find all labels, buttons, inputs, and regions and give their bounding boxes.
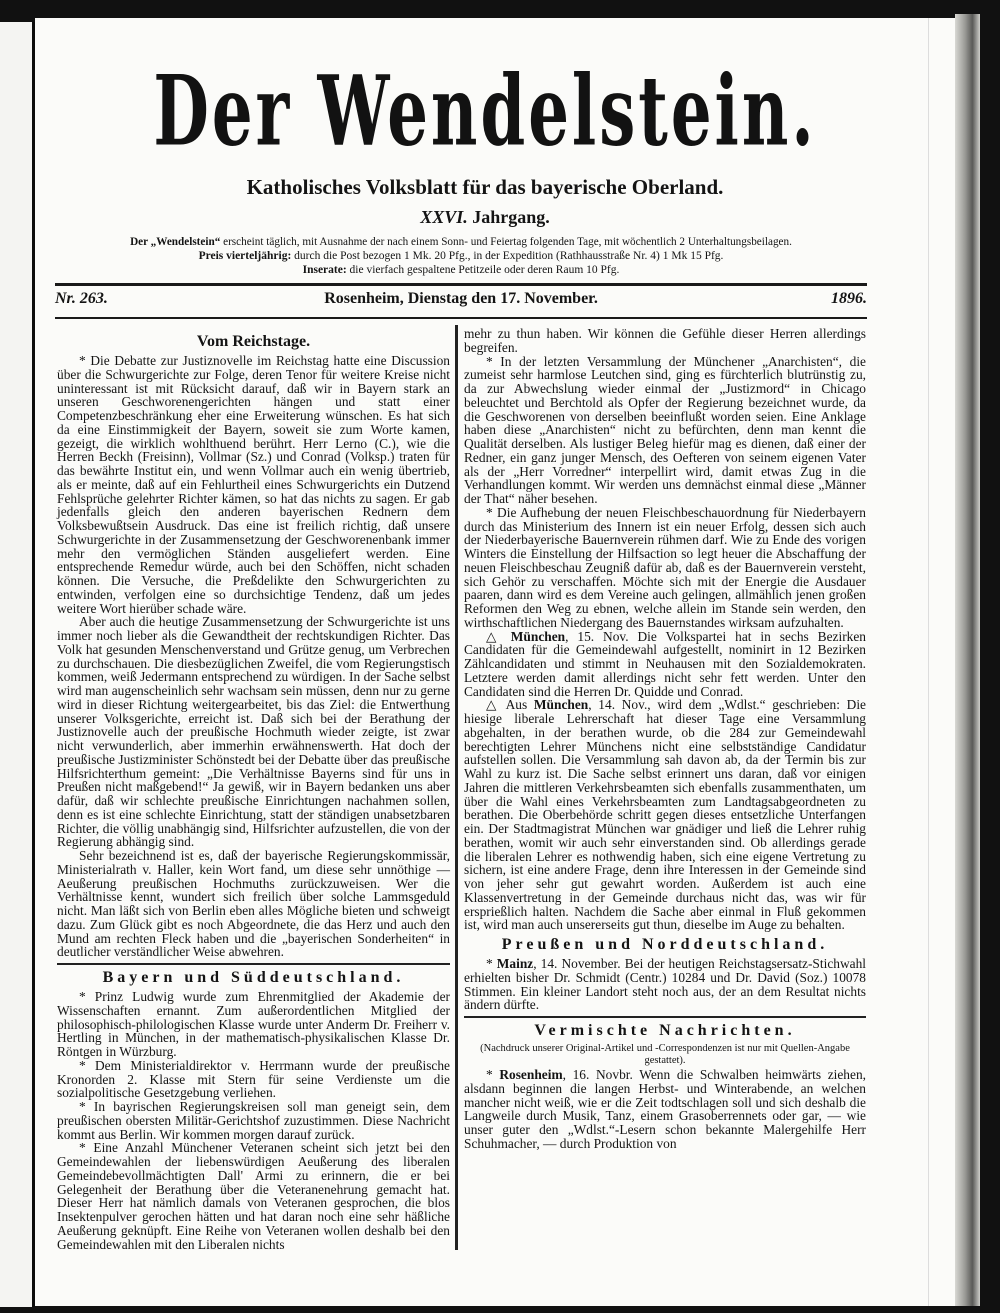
masthead-rule: [55, 283, 867, 286]
news-item-muenchen-1: [464, 630, 866, 699]
year-roman: XXVI.: [420, 207, 468, 227]
delta-marker: △: [486, 628, 511, 644]
section-heading-vermischte: Vermischte Nachrichten.: [534, 1022, 796, 1039]
item-text: , 15. Nov. Die Volkspartei hat in sechs Bezirken Candidaten für die Gemeindewahl aufgestellt, nominirt in 12 Bezirken Zählcandidaten und stimmt in Neuhausen mit den Sozialdemokraten. Letztere werden damit allerdings nicht sehr fett werden. Unter den Candidaten sind die Herren Dr. Quidde und Conrad.: [464, 628, 866, 699]
info-text: die vierfach gespaltene Petitzeile oder deren Raum 10 Pfg.: [346, 264, 620, 276]
info-line-ads: [55, 264, 867, 277]
right-column: [464, 327, 866, 1151]
news-item: * Eine Anzahl Münchener Veteranen scheint sich jetzt bei den Gemeindewahlen der liebenswürdigen Aeußerung des liberalen Gemeindebevollmächtigten Dall' Armi zu erinnern, die er bei Gelegenheit der Berathung über die Veteranenehrung gemacht hat. Dieser Herr hat nämlich damals von Veteranen gesprochen, die blos Insektenpulver gerochen hätten und hat daran noch eine sehr häßliche Aeußerung geknüpft. Eine Reihe von Veteranen wollen deshalb bei den Gemeindewahlen mit den Liberalen nichts: [57, 1140, 450, 1252]
dateline-place: Mainz: [496, 956, 534, 971]
news-item-muenchen-2: [464, 698, 866, 932]
info-text: durch die Post bezogen 1 Mk. 20 Pfg., in der Expedition (Rathhausstraße Nr. 4) 1 Mk 15 Pfg.: [291, 250, 724, 262]
info-text: erscheint täglich, mit Ausnahme der nach einem Sonn- und Feiertag folgenden Tage, mit wöchentlich 2 Unterhaltungsbeilagen.: [220, 236, 792, 248]
reprint-note: (Nachdruck unserer Original-Artikel und -Correspondenzen ist nur mit Quellen-Angabe gestattet).: [480, 1043, 850, 1066]
dateline-place: Rosenheim: [499, 1067, 563, 1082]
article-paragraph: * Die Debatte zur Justiznovelle im Reichstag hatte eine Discussion über die Schwurgerichte zur Folge, deren Tenor für weitere Kreise nicht uninteressant ist mit Rücksicht darauf, daß wir in Bayern stark an unseren Geschworenengerichten hängen und statt einer Competenzbeschränkung eher eine Erweiterung wünschen. Es hat sich da eine Einstimmigkeit der Bayern, soweit sie zum Worte kamen, gezeigt, die wirklich wohlthuend berührt. Herr Lerno (C.), wie die Herren Beckh (Freisinn), Vollmar (Sz.) und Conrad (Volksp.) traten für das bewährte Institut ein, und wenn Vollmar auch ein wenig übertrieb, als er meinte, daß auf ein Fehlurtheil eines Schwurgerichts ein Dutzend Fehlsprüche gelehrter Richter kämen, so hat das nichts zu sagen. Er gab jedenfalls gleich den anderen bayerischen Rednern dem Volksbewußtsein Ausdruck. Das eine ist freilich richtig, daß unsere Schwurgerichte in der Zusammensetzung der Geschworenenbank immer mehr den vermöglichen Ständen ausgeliefert werden. Eine entsprechende Remedur würde, auch bei den Schöffen, nicht schaden können. Die Versuche, die Preßdelikte den Schwurgerichten zu entwinden, verfolgen eine so durchsichtige Tendenz, daß um jedes weitere Wort hierüber schade wäre.: [57, 353, 450, 616]
delta-marker: △ Aus: [486, 697, 534, 713]
left-column: [57, 330, 450, 1251]
issue-year: 1896.: [831, 290, 867, 307]
year-label: Jahrgang.: [472, 207, 550, 227]
news-item-rosenheim: [464, 1068, 866, 1151]
dateline-place: München: [510, 628, 566, 644]
item-text: , 16. Novbr. Wenn die Schwalben heimwärts ziehen, alsdann beginnen die langen Herbst- und Winterabende, an welchen mancher nicht weiß, wie er die Zeit todtschlagen soll und sich deshalb die Langweile durch Musik, Tanz, einem Grasoberrennets oder gar, — wie unser guter den „Wdlst.“-Lesern schon bekannte Malergehilfe Herr Schuhmacher, — durch Produktion von: [464, 1067, 866, 1151]
news-item-mainz: [464, 957, 866, 1012]
info-line-price: [55, 250, 867, 263]
news-item: * In bayrischen Regierungskreisen soll man geneigt sein, dem preußischen obersten Militär-Gerichtshof zuzustimmen. Diese Nachricht kommt aus Berlin. Wir kommen morgen darauf zurück.: [57, 1099, 450, 1142]
masthead-tagline: Katholisches Volksblatt für das bayerische Oberland.: [246, 175, 724, 199]
item-text: , 14. Nov., wird dem „Wdlst.“ geschrieben: Die hiesige liberale Lehrerschaft hat dieser Tage eine Versammlung abgehalten, in der berathen wurde, ob die 284 zur Gemeindewahl berechtigten Lehrer Münchens nicht eine selbstständige Candidatur aufstellen sollen. Die Versammlung sah davon ab, da der Termin bis zur Wahl zu kurz ist. Die Sache selbst erinnert uns daran, daß vor einigen Jahren die mittleren Verkehrsbeamten sich ebenfalls zusammenthaten, um über die Wahl eines Verkehrsbeamten zum Landtagsabgeordneten zu berathen. Die Oberbehörde schritt gegen dieses entsetzliche Unterfangen ein. Der Stadtmagistrat München war gnädiger und ließ die Lehrer ruhig berathen, womit wir auch sehr einverstanden sind. Ob allerdings gerade die liberalen Lehrer es nothwendig haben, sich eine eigene Vertretung zu sichern, ist eine andere Frage, denn ihre Interessen in der Gemeinde sind von jeher sehr gut gewahrt worden. Außerdem ist auch eine Klassenvertretung in der Gemeinde durchaus nicht das, was wir für ersprießlich halten. Nachdem die Sache aber einmal in Fluß gekommen ist, wird man auch unsererseits gut thun, dieselbe im Auge zu behalten.: [464, 697, 866, 933]
article-paragraph: Sehr bezeichnend ist es, daß der bayerische Regierungskommissär, Ministerialrath v. Haller, kein Wort fand, um diese sehr unnöthige — Aeußerung preußischen Hochmuths zurückzuweisen. Wer die Verhältnisse kennt, wundert sich freilich über solche Lammsgeduld nicht. Man läßt sich von Berlin eben alles Mögliche bieten und schweigt dazu. Zum Glück gibt es noch Abgeordnete, die das Herz und auch den Mund am rechten Fleck haben und die „bayerischen Sonderheiten“ in deutlicher verständlicher Weise abwehren.: [57, 848, 450, 960]
continued-paragraph: mehr zu thun haben. Wir können die Gefühle dieser Herren allerdings begreifen.: [464, 326, 866, 355]
section-rule: [464, 1016, 866, 1018]
dateline-place: München: [533, 697, 589, 713]
binding-edge: [955, 14, 980, 1306]
item-text: , 14. November. Bei der heutigen Reichstagsersatz-Stichwahl erhielten bisher Dr. Schmidt (Centr.) 10284 und Dr. David (Soz.) 10078 Stimmen. Ein kleiner Landort steht noch aus, der an dem Resultat nichts ändern dürfte.: [464, 956, 866, 1013]
info-lead: Inserate:: [302, 264, 347, 276]
section-heading-bayern: Bayern und Süddeutschland.: [102, 969, 405, 986]
adjacent-page-edge: [0, 22, 32, 1307]
news-item: * Die Aufhebung der neuen Fleischbeschauordnung für Niederbayern durch das Ministerium des Innern ist ein neuer Erfolg, dessen sich auch der Niederbayerische Bauernverein rühmen darf. Wie zu Ende des vorigen Winters die Einstellung der Hilfsaction so legt heuer die Abschaffung der neuen Fleischbeschau Zeugniß dafür ab, daß es der Bauernverein versteht, sich Gehör zu verschaffen. Möchte sich mit der Energie die Ausdauer paaren, dann wird es dem Vereine auch gelingen, allmählich jenen großen Reformen den Weg zu ebnen, welche allein im Stande sein werden, den wirthschaftlichen Niedergang des Bauernstandes wirksam aufzuhalten.: [464, 504, 866, 630]
news-item: * Prinz Ludwig wurde zum Ehrenmitglied der Akademie der Wissenschaften ernannt. Zum außerordentlichen Mitglied der philosophisch-philologischen Klasse wurde unter Anderm Dr. Freiherr v. Hertling in München, in der mathematisch-physikalischen Klasse Dr. Röntgen in Würzburg.: [57, 989, 450, 1059]
date-bar: [55, 289, 867, 309]
column-rule: [455, 325, 458, 1250]
asterisk-marker: *: [486, 1067, 500, 1082]
news-item: * In der letzten Versammlung der Münchener „Anarchisten“, die zumeist sehr harmlose Leutchen sind, ging es fürchterlich blutrünstig zu, da zur Abwechslung wieder einmal der „Justizmord“ in Chicago beleuchtet und Berchtold als Opfer der Regierung bezeichnet wurde, da die Geschworenen von derselben beeinflußt worden seien. Eine Anklage haben diese „Anarchisten“ nicht zu befürchten, denn man kennt die Qualität derselben. Als lustiger Beleg hiefür mag es dienen, daß einer der Redner, ein ganz junger Mensch, des Oefteren von seinem eigenen Vater als der „Herr Vorredner“ interpellirt wird, damit etwas Zug in die Verhandlungen kommt. Wir werden uns demnächst einmal diese „Männer der That“ näher besehen.: [464, 353, 866, 506]
news-item: * Dem Ministerialdirektor v. Herrmann wurde der preußische Kronorden 2. Klasse mit Stern für seine Verdienste um die sozialpolitische Gesetzgebung verliehen.: [57, 1057, 450, 1101]
issue-number: Nr. 263.: [55, 290, 108, 307]
volume-year: [40, 206, 930, 228]
section-heading-reichstag: Vom Reichstage.: [196, 333, 311, 350]
info-lead: Preis vierteljährig:: [198, 250, 292, 262]
date-bar-rule: [55, 317, 867, 319]
masthead-title: Der Wendelstein.: [153, 56, 817, 169]
dateline: Rosenheim, Dienstag den 17. November.: [324, 290, 598, 307]
info-lead: Der „Wendelstein“: [130, 236, 221, 248]
info-line-publication: [55, 236, 867, 249]
article-paragraph: Aber auch die heutige Zusammensetzung der Schwurgerichte ist uns immer noch lieber als die Gewandtheit der rechtskundigen Richter. Das Volk hat gesunden Menschenverstand und Grütze genug, um Verbrechen zu durchschauen. Die diesbezüglichen Zweifel, die vom Regierungstisch kommen, weiß Jedermann entsprechend zu würdigen. In der Sache selbst wird man augenscheinlich sehr wachsam sein müssen, denn nur zu gerne wird in dieser Richtung weitergearbeitet, bis das Ziel: die Entwerthung unserer Volksgerichte, erreicht ist. Daß sich bei der Berathung der Justiznovelle auch der preußische Hochmuth wieder zeigte, ist zwar nicht verwunderlich, aber immerhin erwähnenswerth. Hat doch der preußische Justizminister Schönstedt bei der Debatte über das preußische Hilfsrichterthum gemeint: „Die Verhältnisse Bayerns sind für uns in Preußen nicht maßgebend!“ Ja gewiß, wir in Bayern bedanken uns aber dafür, daß wir schlechte preußische Einrichtungen nachahmen sollen, denn es ist eine schlechte Einrichtung, statt der ständigen unabsetzbaren Richter, die völlig unabhängig sind, Hilfsrichter aufzustellen, die von der Regierung abhängig sind.: [57, 614, 450, 850]
section-rule: [57, 963, 450, 965]
asterisk-marker: *: [486, 956, 497, 971]
section-heading-preussen: Preußen und Norddeutschland.: [501, 936, 829, 953]
